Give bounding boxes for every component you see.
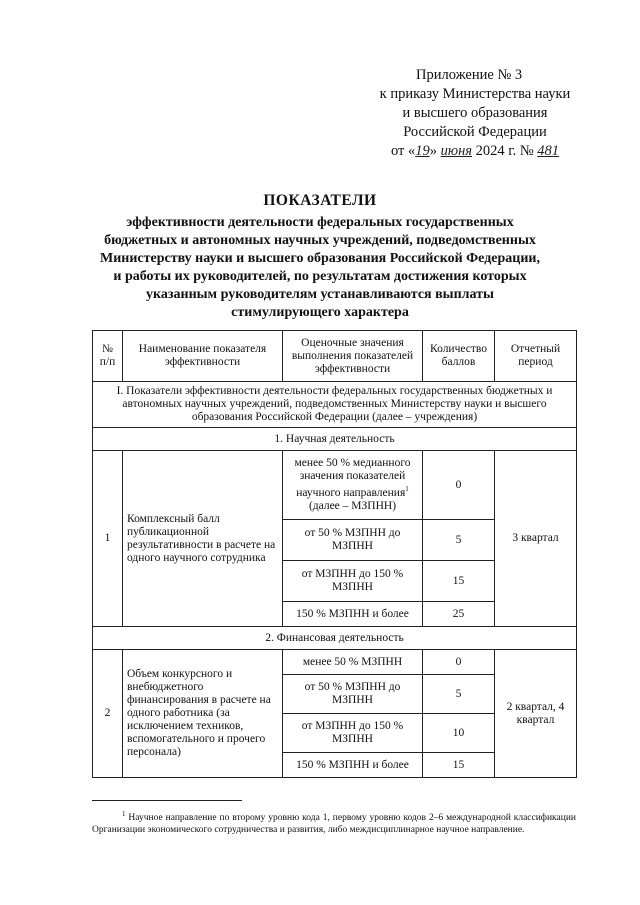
- subtitle-line: эффективности деятельности федеральных государственных: [126, 215, 514, 230]
- section-row: [93, 382, 577, 428]
- value-text-cont: (далее – МЗПНН): [308, 499, 397, 512]
- footnote-ref: 1: [405, 485, 409, 494]
- points-cell: 5: [423, 675, 495, 714]
- group-title-row: [93, 627, 577, 650]
- value-cell: от 50 % МЗПНН до МЗПНН: [283, 675, 423, 714]
- header-indicator-name: Наименование показателя эффективности: [123, 331, 283, 382]
- footnote-mark: 1: [122, 810, 126, 818]
- group1-indicator-name: Комплексный балл публикационной результативности в расчете на одного научного сотрудника: [123, 451, 283, 627]
- value-cell: менее 50 % МЗПНН: [283, 650, 423, 675]
- group1-title: 1. Научная деятельность: [93, 428, 577, 451]
- subtitle-line: бюджетных и автономных научных учреждений, подведомственных: [104, 233, 536, 248]
- group2-period: 2 квартал, 4 квартал: [495, 650, 577, 778]
- date-day-handwritten: 19: [415, 143, 430, 159]
- table-row: [93, 650, 577, 675]
- group2-indicator-name: Объем конкурсного и внебюджетного финансирования в расчете на одного работника (за исключением техников, вспомогательного и прочего персонала): [123, 650, 283, 778]
- order-number-handwritten: 481: [537, 143, 560, 159]
- appendix-line-2: и высшего образования: [402, 105, 548, 121]
- value-cell: 150 % МЗПНН и более: [283, 753, 423, 778]
- points-cell: 15: [423, 561, 495, 602]
- date-month-handwritten: июня: [440, 143, 473, 159]
- points-cell: 0: [423, 451, 495, 520]
- document-heading: [80, 192, 560, 322]
- value-cell: от 50 % МЗПНН до МЗПНН: [283, 520, 423, 561]
- indicators-table: [92, 330, 577, 778]
- table-header-row: [93, 331, 577, 382]
- value-cell: 150 % МЗПНН и более: [283, 602, 423, 627]
- appendix-line-1: к приказу Министерства науки: [379, 86, 571, 102]
- date-year: 2024 г. №: [472, 143, 538, 159]
- points-cell: 25: [423, 602, 495, 627]
- group2-title: 2. Финансовая деятельность: [93, 627, 577, 650]
- header-points: Количество баллов: [423, 331, 495, 382]
- header-period: Отчетный период: [495, 331, 577, 382]
- date-mid: »: [429, 143, 441, 159]
- header-values: Оценочные значения выполнения показателей эффективности: [283, 331, 423, 382]
- appendix-title: Приложение № 3: [416, 67, 523, 83]
- appendix-line-3: Российской Федерации: [403, 124, 547, 140]
- group2-number: 2: [93, 650, 123, 778]
- appendix-date-line: [360, 142, 590, 161]
- group-title-row: [93, 428, 577, 451]
- points-cell: 5: [423, 520, 495, 561]
- date-prefix: от «: [390, 143, 416, 159]
- header-number: № п/п: [93, 331, 123, 382]
- subtitle-line: и работы их руководителей, по результатам достижения которых: [113, 269, 527, 284]
- value-cell: [283, 451, 423, 520]
- points-cell: 15: [423, 753, 495, 778]
- points-cell: 0: [423, 650, 495, 675]
- heading-subtitle: [80, 214, 560, 322]
- subtitle-line: указанным руководителям устанавливаются выплаты: [146, 287, 494, 302]
- footnote-divider: [92, 800, 242, 801]
- section-title: I. Показатели эффективности деятельности федеральных государственных бюджетных и автономных научных учреждений, подведомственных Министерству науки и высшего образования Российской Федерации (далее – учреждения): [93, 382, 577, 428]
- subtitle-line: стимулирующего характера: [231, 305, 409, 320]
- points-cell: 10: [423, 714, 495, 753]
- value-text: менее 50 % медианного значения показателей научного направления: [294, 457, 411, 499]
- heading-title: ПОКАЗАТЕЛИ: [263, 192, 377, 209]
- table-row: [93, 451, 577, 520]
- subtitle-line: Министерству науки и высшего образования Российской Федерации,: [100, 251, 540, 266]
- value-cell: от МЗПНН до 150 % МЗПНН: [283, 561, 423, 602]
- footnote: [92, 808, 576, 836]
- footnote-text: Научное направление по второму уровню кода 1, первому уровню кодов 2–6 международной классификации Организации экономического сотрудничества и развития, либо междисциплинарное научное направление.: [92, 813, 576, 836]
- appendix-block: [360, 66, 590, 161]
- group1-number: 1: [93, 451, 123, 627]
- group1-period: 3 квартал: [495, 451, 577, 627]
- value-cell: от МЗПНН до 150 % МЗПНН: [283, 714, 423, 753]
